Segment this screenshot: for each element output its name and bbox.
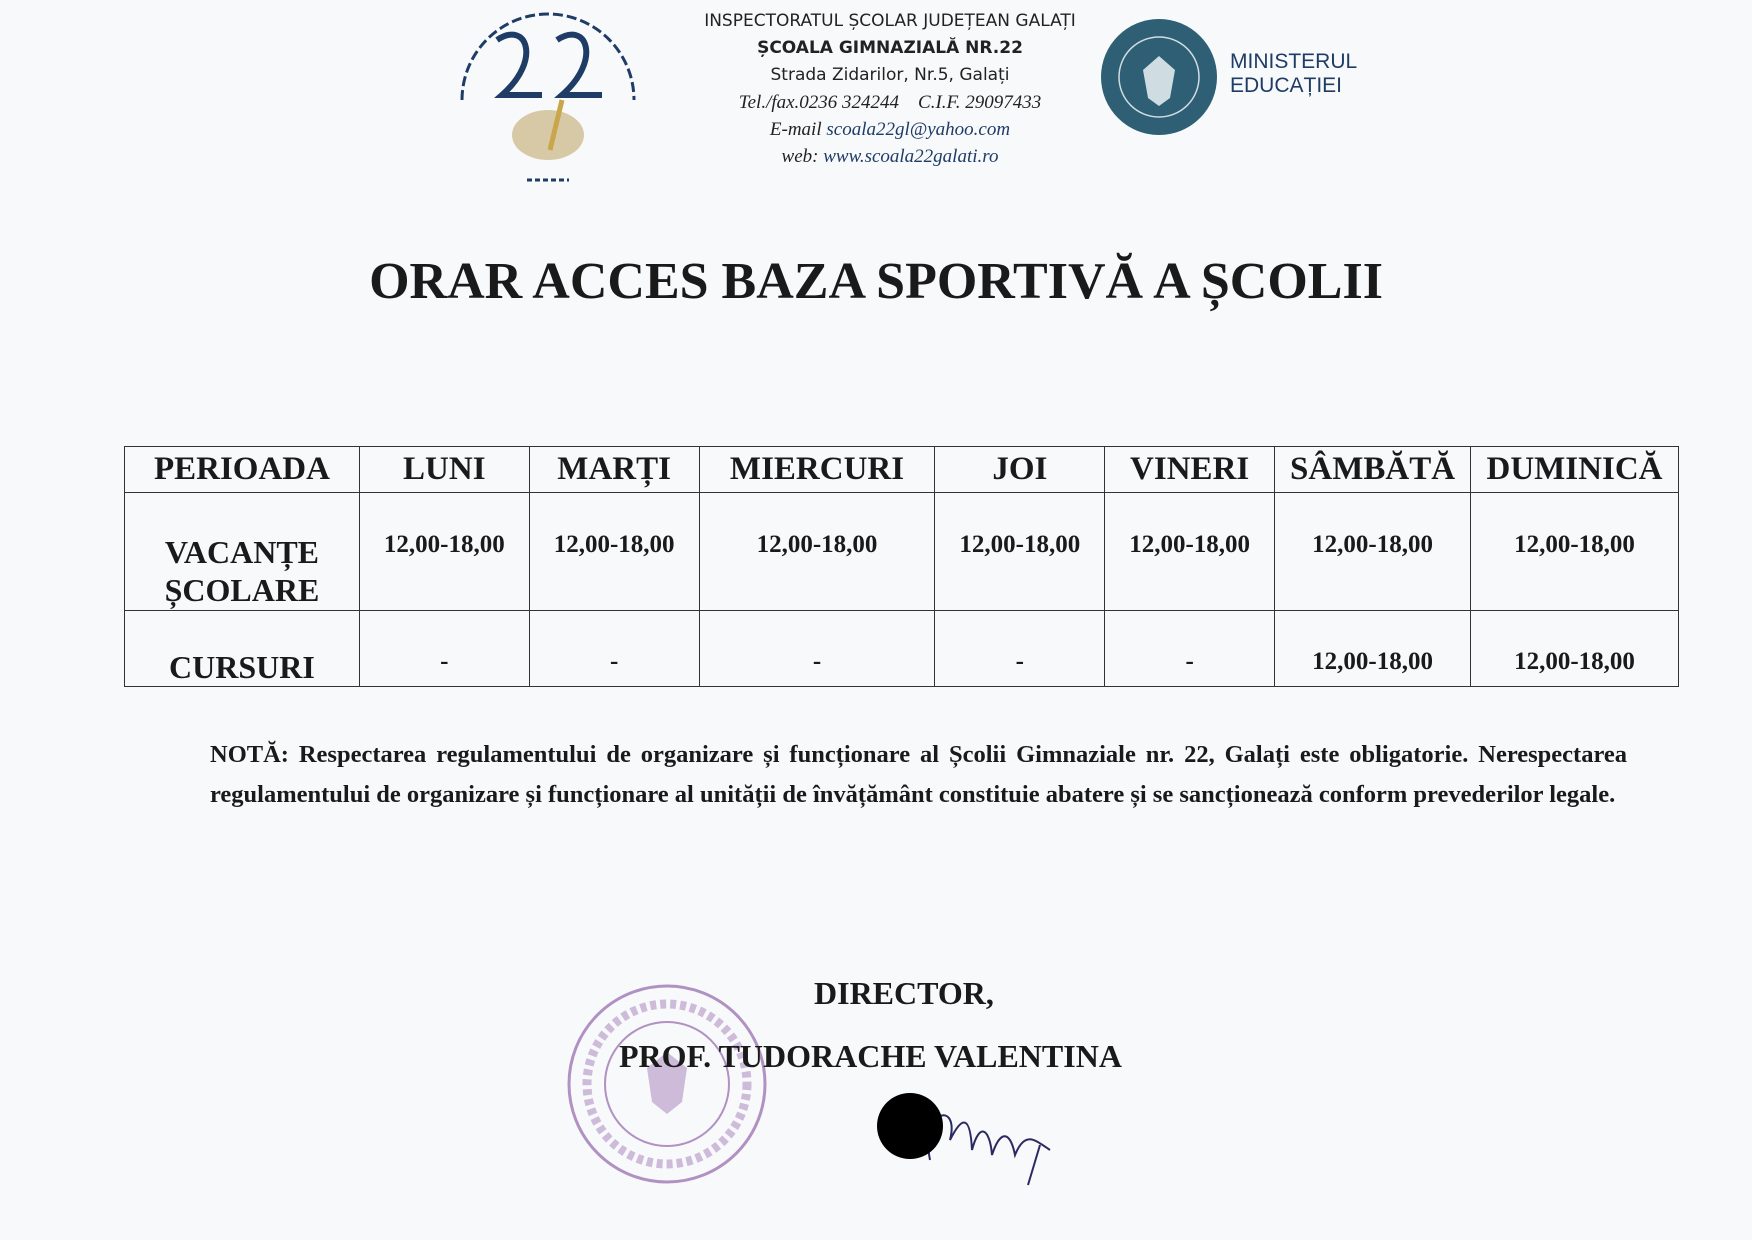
table-row bbox=[125, 493, 1679, 611]
schedule-table bbox=[124, 446, 1679, 687]
table-cell: 12,00-18,00 bbox=[1105, 493, 1275, 611]
table-header-row bbox=[125, 447, 1679, 493]
school-name: ȘCOALA GIMNAZIALĂ NR.22 bbox=[757, 38, 1023, 58]
email-label: E-mail bbox=[769, 119, 827, 140]
header-cell: VINERI bbox=[1105, 447, 1275, 493]
header-cell: MARȚI bbox=[529, 447, 699, 493]
table-cell: 12,00-18,00 bbox=[699, 493, 935, 611]
table-cell: 12,00-18,00 bbox=[935, 493, 1105, 611]
address: Strada Zidarilor, Nr.5, Galați bbox=[770, 65, 1010, 85]
note-paragraph: NOTĂ: Respectarea regulamentului de organizare și funcționare al Școlii Gimnaziale nr. 22, Galați este obligatorie. Nerespectarea regulamentului de organizare și funcționare al unității de învățământ constituie abatere și se sancționează conform prevederilor legale. bbox=[210, 741, 1627, 808]
web-link[interactable]: www.scoala22galati.ro bbox=[823, 146, 999, 167]
header-cell: JOI bbox=[935, 447, 1105, 493]
table-cell: 12,00-18,00 bbox=[1275, 611, 1471, 687]
page-title: ORAR ACCES BAZA SPORTIVĂ A ȘCOLII bbox=[369, 253, 1383, 310]
table-cell: - bbox=[1105, 611, 1275, 687]
ministry-name bbox=[1230, 50, 1357, 98]
header-cell: DUMINICĂ bbox=[1471, 447, 1679, 493]
table-cell: - bbox=[935, 611, 1105, 687]
ministry-line: EDUCAȚIEI bbox=[1230, 74, 1343, 97]
phone-cif: Tel./fax.0236 324244 C.I.F. 29097433 bbox=[738, 92, 1042, 113]
signatory-role: DIRECTOR, bbox=[814, 975, 994, 1011]
ministry-line: MINISTERUL bbox=[1230, 50, 1358, 73]
header-cell: SÂMBĂTĂ bbox=[1275, 447, 1471, 493]
redaction-dot bbox=[877, 1093, 943, 1159]
school-header bbox=[670, 8, 1110, 170]
table-cell: 12,00-18,00 bbox=[529, 493, 699, 611]
header-cell: PERIOADA bbox=[125, 447, 360, 493]
table-cell: 12,00-18,00 bbox=[1471, 611, 1679, 687]
table-cell: 12,00-18,00 bbox=[1275, 493, 1471, 611]
web-label: web: bbox=[781, 146, 824, 167]
official-stamp bbox=[565, 982, 769, 1191]
school-logo bbox=[432, 0, 664, 195]
table-cell: 12,00-18,00 bbox=[359, 493, 529, 611]
period-cell: VACANȚE ȘCOLARE bbox=[125, 493, 360, 611]
table-cell: 12,00-18,00 bbox=[1471, 493, 1679, 611]
government-seal bbox=[1100, 18, 1218, 141]
signatory-name: PROF. TUDORACHE VALENTINA bbox=[619, 1038, 1122, 1074]
header-cell: LUNI bbox=[359, 447, 529, 493]
table-cell: - bbox=[699, 611, 935, 687]
table-row bbox=[125, 611, 1679, 687]
table-cell: - bbox=[359, 611, 529, 687]
period-cell: CURSURI bbox=[125, 611, 360, 687]
table-cell: - bbox=[529, 611, 699, 687]
header-cell: MIERCURI bbox=[699, 447, 935, 493]
email-link[interactable]: scoala22gl@yahoo.com bbox=[826, 119, 1011, 140]
inspectorate-line: INSPECTORATUL ȘCOLAR JUDEȚEAN GALAȚI bbox=[704, 11, 1076, 31]
